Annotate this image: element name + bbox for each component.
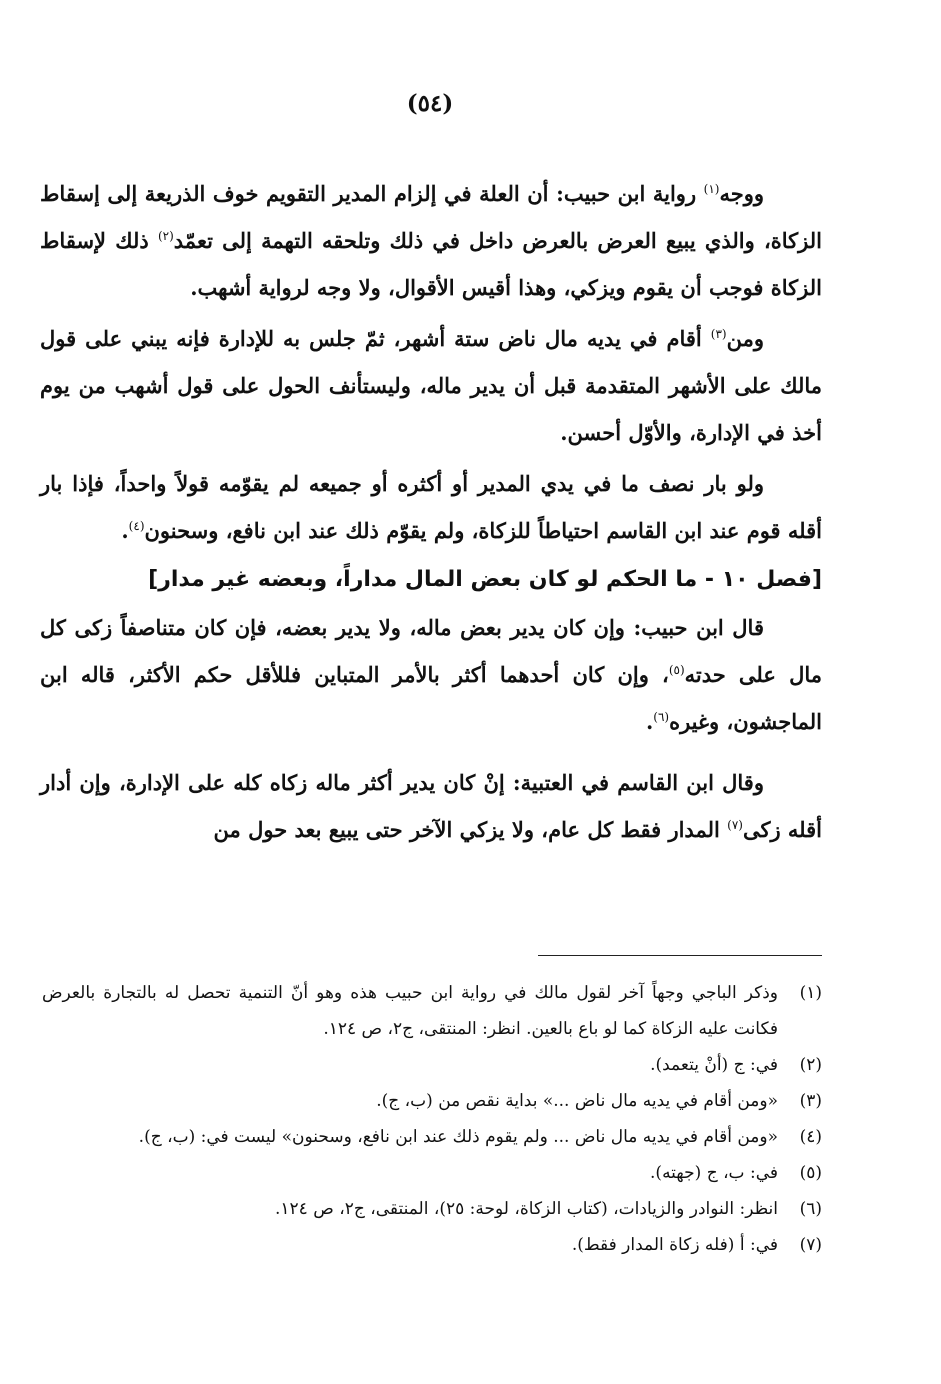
footnote-text: «ومن أقام في يديه مال ناض ...» بداية نقص من (ب، ج).	[376, 1091, 778, 1111]
paragraph-text: ولو بار نصف ما في يدي المدير أو أكثره أو جميعه لم يقوّمه قولاً واحداً، فإذا بار أقله قوم عند ابن القاسم احتياطاً للزكاة، ولم يقوّم ذلك عند ابن نافع، وسحنون	[40, 471, 822, 543]
footnote-ref[interactable]: (٤)	[128, 519, 145, 533]
main-body	[40, 170, 822, 853]
footnote-item	[42, 1083, 822, 1119]
footnote-ref[interactable]: (١)	[703, 182, 720, 196]
footnote-ref[interactable]: (٣)	[710, 327, 727, 341]
paragraph-text: المدار فقط كل عام، ولا يزكي الآخر حتى يبيع بعد حول من	[213, 817, 728, 842]
footnote-item	[42, 1119, 822, 1155]
footnote-number: (٢)	[799, 1055, 822, 1075]
section-heading: [فصل ١٠ - ما الحكم لو كان بعض المال مداراً، وبعضه غير مدار]	[148, 567, 822, 592]
page-number: (٥٤)	[406, 90, 454, 117]
footnote-number: (١)	[799, 983, 822, 1003]
footnote-item	[42, 975, 822, 1047]
paragraph-text: رواية ابن حبيب: أن العلة في إلزام المدير التقويم خوف الذريعة إلى إسقاط الزكاة، والذي يبيع العرض بالعرض داخل في ذلك وتلحقه التهمة إلى تعمّد	[40, 181, 822, 253]
footnote-text: في: أ (فله زكاة المدار فقط).	[571, 1235, 778, 1255]
footnote-ref[interactable]: (٧)	[727, 818, 743, 832]
footnote-text: في: ج (أنْ يتعمد).	[650, 1055, 778, 1075]
footnote-item	[42, 1191, 822, 1227]
paragraph-text: ، وإن كان أحدهما أكثر بالأمر المتباين فللأقل حكم الأكثر، قاله ابن الماجشون، وغيره	[40, 662, 822, 734]
paragraph	[40, 315, 822, 456]
paragraph-text: ذلك لإسقاط الزكاة فوجب أن يقوم ويزكي، وهذا أقيس الأقوال، ولا وجه لرواية أشهب.	[40, 228, 822, 300]
footnote-ref[interactable]: (٥)	[668, 663, 685, 677]
paragraph-text: .	[121, 518, 129, 543]
paragraph-text: وقال ابن القاسم في العتبية: إنْ كان يدير أكثر ماله زكاه كله على الإدارة، وإن أدار أقله زكى	[40, 770, 822, 842]
paragraph	[40, 460, 822, 554]
paragraph-text: ومن	[726, 326, 764, 351]
footnote-text: في: ب، ج (جهته).	[650, 1163, 778, 1183]
footnote-ref[interactable]: (٦)	[653, 710, 670, 724]
footnote-number: (٥)	[799, 1163, 822, 1183]
footnote-text: وذكر الباجي وجهاً آخر لقول مالك في رواية ابن حبيب هذه وهو أنّ التنمية تحصل له بالتجارة بالعرض فكانت عليه الزكاة كما لو باع بالعين. انظر: المنتقى، ج٢، ص ١٢٤.	[42, 983, 778, 1039]
footnotes	[42, 975, 822, 1263]
paragraph	[40, 604, 822, 745]
footnote-text: «ومن أقام في يديه مال ناض ... ولم يقوم ذلك عند ابن نافع، وسحنون» ليست في: (ب، ج).	[138, 1127, 778, 1147]
paragraph-text: ووجه	[719, 181, 764, 206]
paragraph	[40, 170, 822, 311]
footnote-item	[42, 1155, 822, 1191]
paragraph-text: قال ابن حبيب: وإن كان يدير بعض ماله، ولا يدير بعضه، فإن كان متناصفاً زكى كل مال على حدته	[40, 615, 822, 687]
footnote-ref[interactable]: (٢)	[157, 229, 174, 243]
footnote-number: (٤)	[799, 1127, 822, 1147]
paragraph-text: .	[645, 709, 654, 734]
footnote-text: انظر: النوادر والزيادات، (كتاب الزكاة، لوحة: ٢٥)، المنتقى، ج٢، ص ١٢٤.	[275, 1199, 778, 1219]
footnote-item	[42, 1227, 822, 1263]
footnote-number: (٧)	[799, 1235, 822, 1255]
paragraph-text: أقام في يديه مال ناض ستة أشهر، ثمّ جلس به للإدارة فإنه يبني على قول مالك على الأشهر المتقدمة قبل أن يدير ماله، وليستأنف الحول على قول أشهب من يوم أخذ في الإدارة، والأوّل أحسن.	[40, 326, 822, 445]
footnote-divider	[538, 955, 822, 956]
footnote-number: (٣)	[799, 1091, 822, 1111]
footnote-item	[42, 1047, 822, 1083]
footnote-number: (٦)	[799, 1199, 822, 1219]
paragraph	[40, 759, 822, 853]
